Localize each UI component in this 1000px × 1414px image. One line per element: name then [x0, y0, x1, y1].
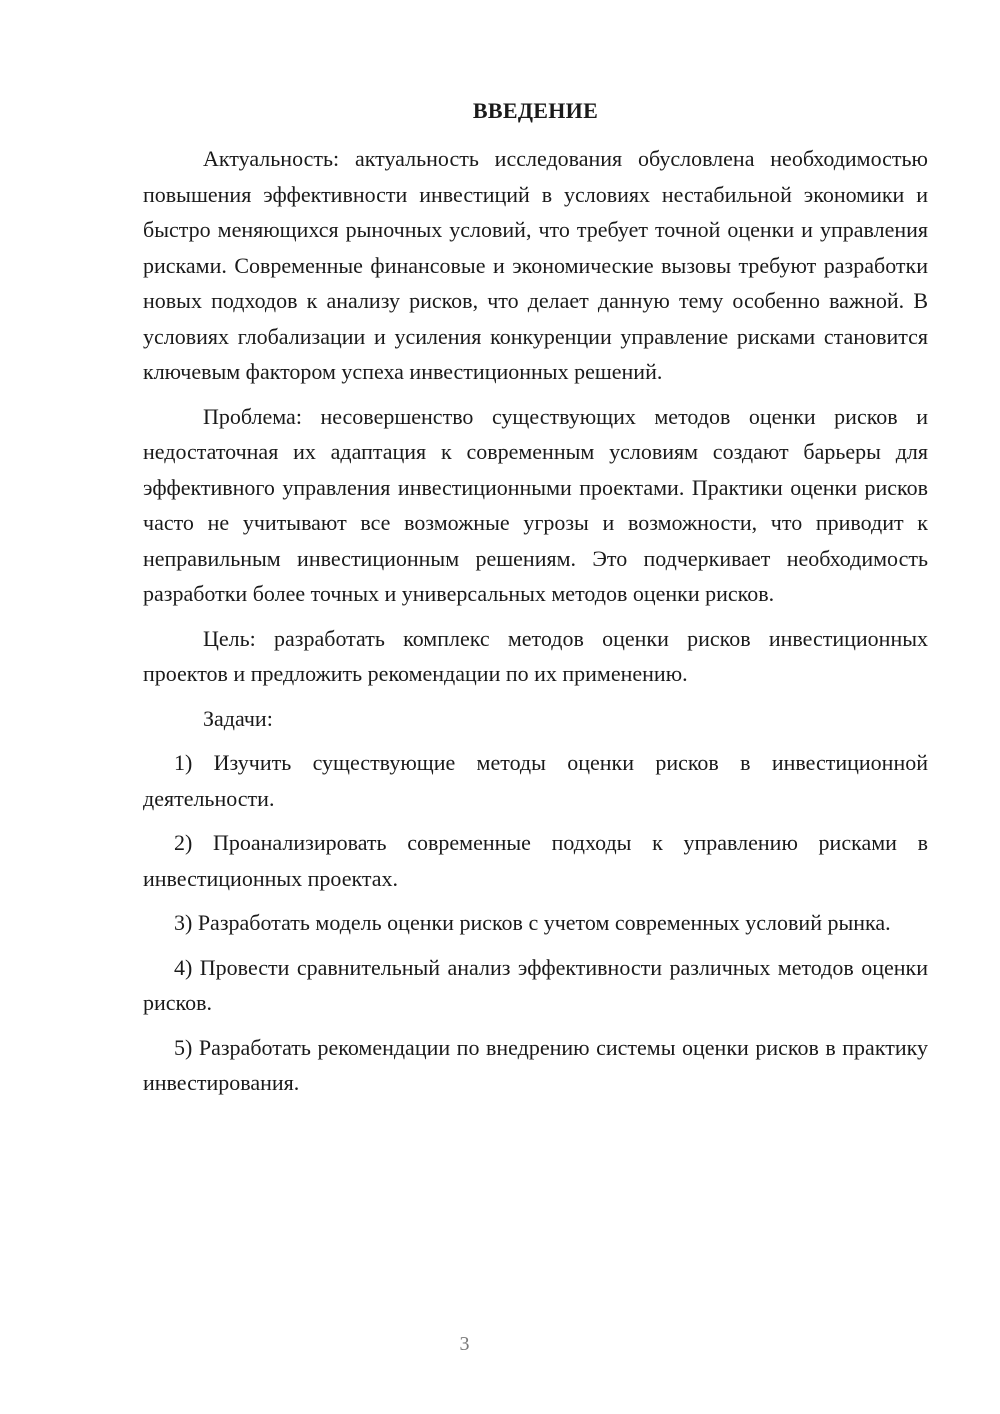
- paragraph-goal: Цель: разработать комплекс методов оценки рисков инвестиционных проектов и предложить рекомендации по их применению.: [143, 625, 928, 686]
- task-item-5: 5) Разработать рекомендации по внедрению системы оценки рисков в практику инвестирования.: [143, 1034, 928, 1095]
- document-page: [143, 95, 928, 1110]
- tasks-heading: Задачи:: [203, 705, 273, 731]
- task-item-4: 4) Провести сравнительный анализ эффективности различных методов оценки рисков.: [143, 954, 928, 1015]
- page-title: ВВЕДЕНИЕ: [472, 98, 599, 123]
- paragraph-problem: Проблема: несовершенство существующих методов оценки рисков и недостаточная их адаптация к современным условиям создают барьеры для эффективного управления инвестиционными проектами. Практики оценки рисков часто не учитывают все возможные угрозы и возможности, что приводит к неправильным инвестиционным решениям. Это подчеркивает необходимость разработки более точных и универсальных методов оценки рисков.: [143, 403, 928, 606]
- task-item-1: 1) Изучить существующие методы оценки рисков в инвестиционной деятельности.: [143, 750, 928, 811]
- paragraph-relevance: Актуальность: актуальность исследования обусловлена необходимостью повышения эффективности инвестиций в условиях нестабильной экономики и быстро меняющихся рыночных условий, что требует точной оценки и управления рисками. Современные финансовые и экономические вызовы требуют разработки новых подходов к анализу рисков, что делает данную тему особенно важной. В условиях глобализации и усиления конкуренции управление рисками становится ключевым фактором успеха инвестиционных решений.: [143, 146, 928, 384]
- task-item-3: 3) Разработать модель оценки рисков с учетом современных условий рынка.: [174, 910, 891, 935]
- task-item-2: 2) Проанализировать современные подходы к управлению рисками в инвестиционных проектах.: [143, 830, 928, 891]
- page-number: 3: [459, 1333, 470, 1355]
